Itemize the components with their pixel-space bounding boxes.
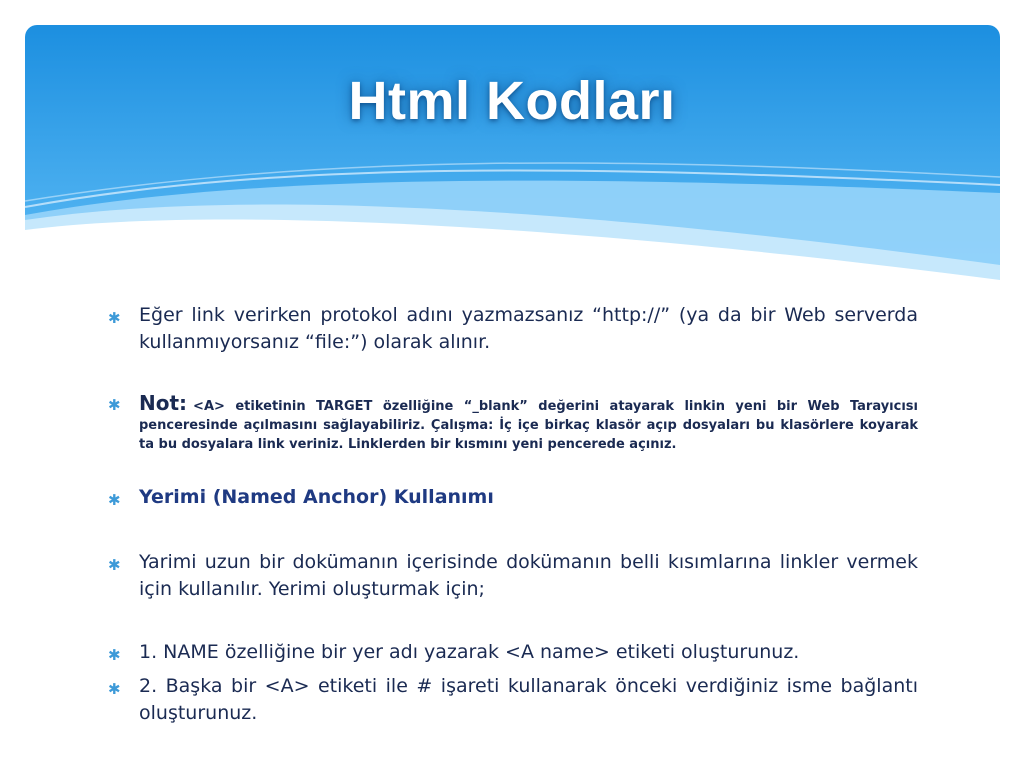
asterisk-bullet-icon: ✱ <box>108 680 121 698</box>
asterisk-bullet-icon: ✱ <box>108 396 121 414</box>
list-item <box>108 302 918 356</box>
item-text: Yarimi uzun bir dokümanın içerisinde dokümanın belli kısımlarına linkler vermek için kullanılır. Yerimi oluşturmak için; <box>139 551 918 600</box>
list-item <box>108 639 918 666</box>
title-banner <box>25 25 1000 285</box>
item-text: <A> etiketinin TARGET özelliğine “_blank” değerini atayarak linkin yeni bir Web Tarayıcısı penceresinde açılmasını sağlayabiliriz. Çalışma: İç içe birkaç klasör açıp dosyaları bu klasörlere koyarak ta bu dosyalara link veriniz. Linklerden bir kısmını yeni pencerede açınız. <box>139 399 918 452</box>
asterisk-bullet-icon: ✱ <box>108 309 121 327</box>
wave-background <box>25 25 1000 285</box>
item-text: 2. Başka bir <A> etiketi ile # işareti kullanarak önceki verdiğiniz isme bağlantı oluşturunuz. <box>139 675 918 724</box>
item-text: Eğer link verirken protokol adını yazmazsanız “http://” (ya da bir Web serverda kullanmıyorsanız “file:”) olarak alınır. <box>139 304 918 353</box>
slide-title: Html Kodları <box>348 71 676 131</box>
list-item-note <box>108 391 918 454</box>
note-label: Not: <box>139 391 188 415</box>
list-item-heading <box>108 484 918 511</box>
asterisk-bullet-icon: ✱ <box>108 556 121 574</box>
list-item <box>108 673 918 727</box>
item-text: 1. NAME özelliğine bir yer adı yazarak <A name> etiketi oluşturunuz. <box>139 641 800 663</box>
asterisk-bullet-icon: ✱ <box>108 646 121 664</box>
bullet-list <box>108 302 918 727</box>
item-text: Yerimi (Named Anchor) Kullanımı <box>139 486 494 508</box>
list-item <box>108 549 918 603</box>
asterisk-bullet-icon: ✱ <box>108 491 121 509</box>
